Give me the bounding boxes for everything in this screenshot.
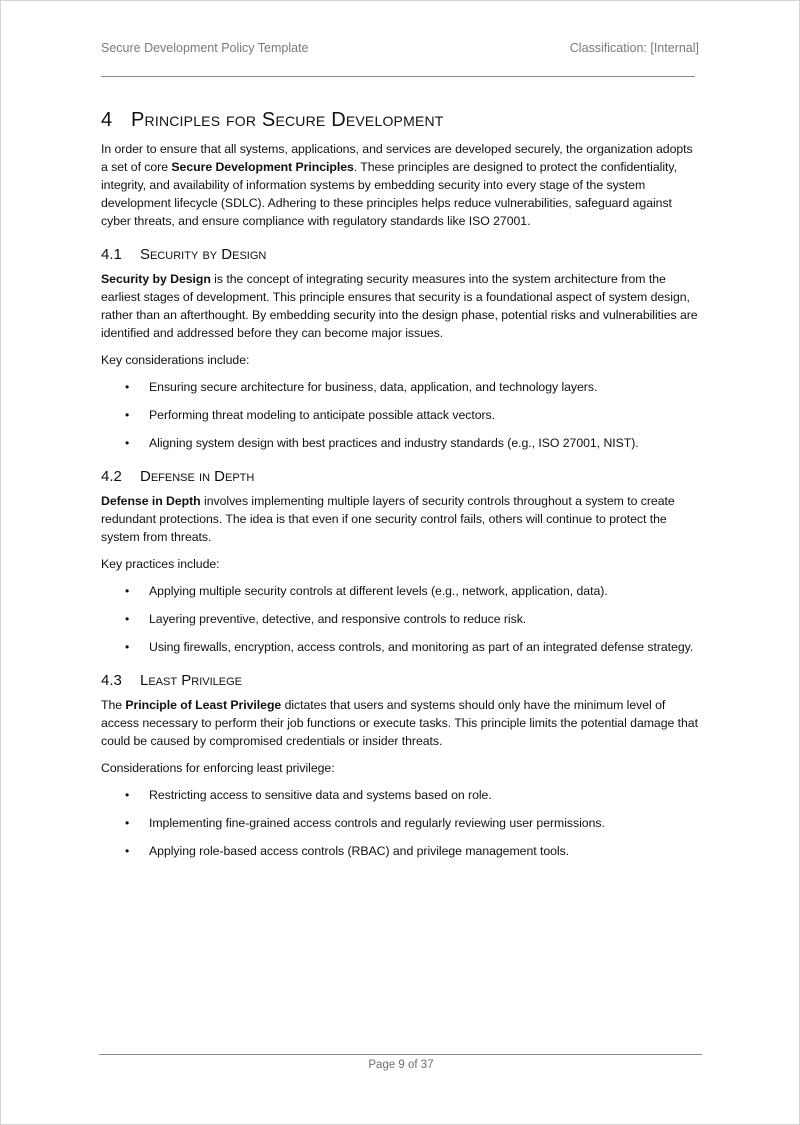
paragraph-text: dictates that users and systems should only have the minimum level of access necessary to perform their job functions or execute tasks. This principle limits the potential damage that could be caused by compromised credentials or insider threats.: [101, 698, 698, 748]
subsection-title: Security by Design: [140, 246, 267, 263]
bold-term: Security by Design: [101, 272, 211, 286]
list-item-text: Performing threat modeling to anticipate possible attack vectors.: [149, 408, 496, 422]
bullet-icon: •: [125, 640, 130, 654]
footer-divider: [99, 1054, 702, 1055]
list-item: [101, 842, 699, 860]
subsection-title: Defense in Depth: [140, 468, 255, 485]
bullet-list: [101, 582, 699, 656]
bullet-icon: •: [125, 788, 130, 802]
subsection-heading-defense-in-depth: [101, 468, 699, 485]
subsection-heading-least-privilege: [101, 672, 699, 689]
intro-text-start: In order to ensure that all systems, applications, and services are developed securely, the organization adopts a set of core: [101, 142, 693, 174]
list-item-text: Ensuring secure architecture for business, data, application, and technology layers.: [149, 380, 598, 394]
list-item: [101, 786, 699, 804]
section-number: 4: [101, 109, 113, 131]
intro-bold-term: Secure Development Principles: [171, 160, 354, 174]
list-item-text: Applying multiple security controls at different levels (e.g., network, application, data).: [149, 584, 608, 598]
list-item: [101, 582, 699, 600]
header-document-title: Secure Development Policy Template: [101, 41, 309, 55]
paragraph-text: is the concept of integrating security measures into the system architecture from the earliest stages of development. This principle ensures that security is a foundational aspect of system design, rather than an afterthought. By embedding security into the design phase, potential risks and vulnerabilities are identified and addressed before they can become major issues.: [101, 272, 698, 340]
list-item-text: Restricting access to sensitive data and systems based on role.: [149, 788, 492, 802]
bullet-icon: •: [125, 612, 130, 626]
section-intro-paragraph: [101, 140, 699, 230]
subsection-title: Least Privilege: [140, 672, 242, 689]
bullet-list: [101, 786, 699, 860]
header-classification: Classification: [Internal]: [569, 41, 699, 55]
list-item-text: Applying role-based access controls (RBAC) and privilege management tools.: [149, 844, 570, 858]
paragraph-text: involves implementing multiple layers of security controls throughout a system to create redundant protections. The idea is that even if one security control fails, others will continue to protect the system from threats.: [101, 494, 675, 544]
subsection-number: 4.1: [101, 246, 122, 263]
subsection-number: 4.2: [101, 468, 122, 485]
list-intro: Considerations for enforcing least privilege:: [101, 761, 335, 775]
subsection-heading-security-by-design: [101, 246, 699, 263]
header-divider: [101, 76, 695, 77]
bullet-icon: •: [125, 436, 130, 450]
list-item: [101, 406, 699, 424]
subsection-number: 4.3: [101, 672, 122, 689]
list-item-text: Using firewalls, encryption, access controls, and monitoring as part of an integrated defense strategy.: [149, 640, 694, 654]
subsection-paragraph: [101, 696, 699, 750]
bullet-icon: •: [125, 408, 130, 422]
list-item: [101, 378, 699, 396]
page-content: [101, 109, 699, 870]
bullet-list: [101, 378, 699, 452]
intro-text-end: . These principles are designed to protect the confidentiality, integrity, and availability of information systems by embedding security into every stage of the system development lifecycle (SDLC). Adhering to these principles helps reduce vulnerabilities, safeguard against cyber threats, and ensure compliance with regulatory standards like ISO 27001.: [101, 160, 677, 228]
list-intro: Key considerations include:: [101, 353, 250, 367]
list-item-text: Layering preventive, detective, and responsive controls to reduce risk.: [149, 612, 527, 626]
list-item: [101, 610, 699, 628]
bullet-icon: •: [125, 380, 130, 394]
section-title: Principles for Secure Development: [131, 109, 444, 131]
list-item-text: Implementing fine-grained access controls and regularly reviewing user permissions.: [149, 816, 605, 830]
bold-term: Defense in Depth: [101, 494, 201, 508]
bullet-icon: •: [125, 844, 130, 858]
list-item: [101, 814, 699, 832]
paragraph-lead-text: The: [101, 698, 126, 712]
section-heading: [101, 109, 699, 132]
list-item-text: Aligning system design with best practices and industry standards (e.g., ISO 27001, NIST).: [149, 436, 639, 450]
list-item: [101, 434, 699, 452]
list-item: [101, 638, 699, 656]
list-intro: Key practices include:: [101, 557, 220, 571]
subsection-paragraph: [101, 492, 699, 546]
bold-term: Principle of Least Privilege: [125, 698, 282, 712]
bullet-icon: •: [125, 584, 130, 598]
bullet-icon: •: [125, 816, 130, 830]
subsection-paragraph: [101, 270, 699, 342]
page-number: Page 9 of 37: [368, 1059, 434, 1071]
